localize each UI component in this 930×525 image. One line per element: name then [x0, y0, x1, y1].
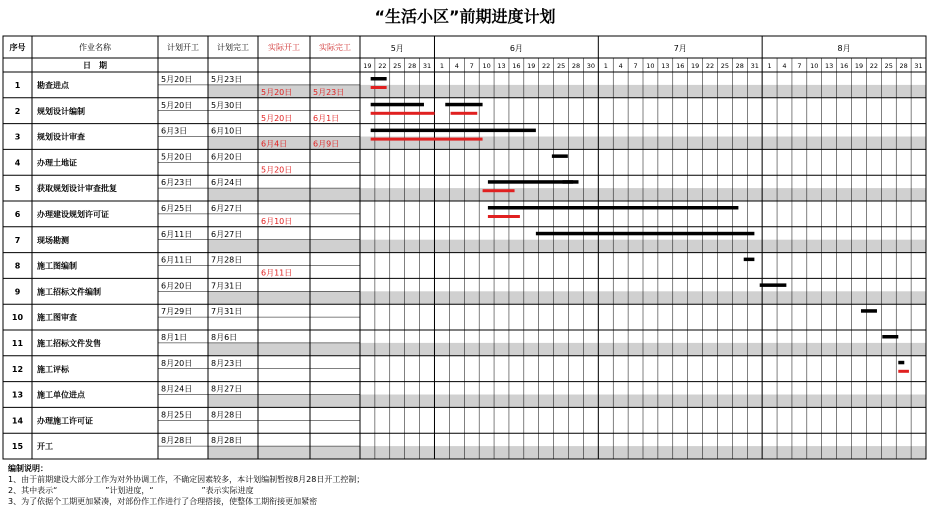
- task-plan-start: 6月20日: [161, 281, 193, 291]
- task-seq: 15: [11, 442, 24, 452]
- actual-bar: [371, 86, 387, 89]
- row-shade: [208, 395, 926, 408]
- task-name: 施工招标文件发售: [37, 339, 101, 348]
- day-label: 22: [869, 62, 879, 70]
- task-plan-start: 8月25日: [161, 410, 193, 420]
- task-name: 办理建设规划许可证: [37, 210, 109, 219]
- day-label: 30: [586, 62, 596, 70]
- task-name: 施工图审查: [37, 313, 77, 323]
- notes-line-3: 3、为了依据个工期更加紧凑，对部份作工作进行了合理搭接，使整体工期衔接更加紧密: [8, 497, 318, 506]
- day-label: 13: [661, 62, 670, 70]
- header-plan-end: 计划完工: [217, 43, 249, 52]
- plan-bar: [371, 77, 387, 81]
- task-name: 获取规划设计审查批复: [37, 184, 117, 194]
- task-actual-start: 6月10日: [261, 217, 293, 226]
- task-plan-end: 8月23日: [211, 358, 243, 368]
- task-seq: 6: [14, 210, 21, 219]
- month-label: 6月: [509, 44, 523, 53]
- day-label: 22: [705, 62, 715, 70]
- actual-bar: [488, 215, 520, 218]
- actual-bar: [371, 112, 435, 115]
- task-plan-end: 5月30日: [211, 100, 243, 110]
- day-label: 22: [378, 62, 387, 70]
- task-seq: 12: [11, 364, 24, 374]
- day-label: 16: [512, 62, 521, 70]
- day-label: 19: [690, 62, 700, 70]
- row-shade: [208, 420, 926, 433]
- task-seq: 14: [11, 416, 24, 426]
- day-label: 7: [797, 62, 802, 70]
- actual-bar: [371, 138, 483, 141]
- task-name: 现场勘测: [37, 235, 69, 245]
- plan-bar: [445, 103, 482, 107]
- task-actual-start: 5月20日: [261, 165, 293, 175]
- task-plan-end: 7月31日: [211, 307, 243, 317]
- task-plan-end: 6月24日: [211, 178, 243, 188]
- plan-bar: [488, 180, 573, 184]
- task-name: 规划设计审查: [37, 132, 85, 142]
- task-seq: 4: [14, 158, 21, 168]
- task-actual-end: 5月23日: [313, 88, 345, 97]
- row-shade: [208, 343, 926, 356]
- day-label: 31: [422, 62, 432, 70]
- task-plan-start: 7月29日: [161, 307, 193, 317]
- plan-bar: [898, 361, 904, 365]
- day-label: 19: [854, 62, 864, 70]
- day-label: 22: [542, 62, 551, 70]
- day-label: 1: [439, 62, 444, 70]
- row-shade: [208, 162, 926, 175]
- day-label: 31: [750, 62, 759, 70]
- row-shade: [208, 291, 926, 304]
- actual-bar: [451, 112, 478, 115]
- task-seq: 11: [11, 339, 24, 348]
- task-plan-end: 8月6日: [211, 333, 238, 342]
- task-name: 开工: [37, 442, 53, 452]
- plan-bar: [536, 232, 755, 236]
- task-seq: 9: [14, 287, 21, 297]
- page-title: “生活小区”前期进度计划: [374, 7, 556, 26]
- task-actual-start: 5月20日: [261, 113, 293, 123]
- task-plan-start: 8月1日: [161, 333, 188, 342]
- task-seq: 3: [14, 132, 21, 142]
- task-plan-start: 6月3日: [161, 126, 188, 136]
- row-shade: [208, 188, 926, 201]
- task-plan-start: 5月20日: [161, 152, 193, 162]
- task-plan-end: 7月31日: [211, 281, 243, 291]
- task-plan-end: 6月27日: [211, 204, 243, 213]
- notes-line-1: 1、由于前期建设大部分工作为对外协调工作，不确定因素较多，本计划编制暂按8月28日开工控制；: [8, 475, 365, 484]
- header-actual-end: 实际完工: [319, 43, 351, 52]
- task-seq: 1: [14, 81, 21, 90]
- task-plan-end: 8月28日: [211, 410, 243, 420]
- plan-bar: [488, 206, 738, 210]
- day-label: 25: [884, 62, 893, 70]
- day-label: 16: [839, 62, 849, 70]
- day-label: 1: [767, 62, 772, 70]
- task-actual-end: 6月1日: [313, 113, 340, 123]
- notes-heading: 编制说明：: [8, 464, 48, 473]
- task-plan-end: 6月20日: [211, 152, 243, 162]
- day-label: 10: [482, 62, 491, 70]
- notes: [8, 463, 918, 507]
- day-label: 10: [810, 62, 819, 70]
- row-shade: [208, 214, 926, 227]
- row-shade: [208, 317, 926, 330]
- task-seq: 2: [14, 106, 21, 116]
- day-label: 19: [527, 62, 536, 70]
- day-label: 28: [899, 62, 908, 70]
- day-label: 4: [454, 62, 459, 70]
- day-label: 1: [603, 62, 608, 70]
- task-plan-end: 8月28日: [211, 436, 243, 446]
- task-seq: 13: [11, 390, 24, 400]
- task-name: 规划设计编制: [37, 106, 85, 116]
- task-plan-end: 6月27日: [211, 229, 243, 239]
- task-seq: 10: [11, 313, 24, 323]
- notes-line-2: 2、其中表示“ ”计划进度，“ ”表示实际进度: [8, 486, 254, 495]
- plan-bar: [882, 335, 898, 339]
- task-name: 施工图编制: [37, 261, 77, 271]
- header-task: 作业名称: [79, 43, 111, 52]
- task-actual-end: 6月9日: [313, 139, 340, 149]
- plan-bar: [861, 309, 877, 313]
- row-shade: [208, 369, 926, 382]
- month-label: 5月: [390, 44, 404, 53]
- plan-bar: [371, 103, 424, 107]
- header-plan-start: 计划开工: [167, 43, 199, 52]
- day-label: 13: [497, 62, 506, 70]
- actual-bar: [483, 189, 515, 192]
- month-label: 8月: [837, 44, 851, 53]
- day-label: 28: [735, 62, 744, 70]
- header-seq: 序号: [9, 43, 26, 52]
- task-name: 施工单位进点: [37, 390, 85, 400]
- task-plan-end: 7月28日: [211, 255, 243, 265]
- day-label: 13: [825, 62, 834, 70]
- day-label: 25: [393, 62, 402, 70]
- task-seq: 5: [14, 184, 21, 194]
- task-plan-start: 5月20日: [161, 100, 193, 110]
- day-label: 16: [676, 62, 685, 70]
- day-label: 25: [720, 62, 730, 70]
- task-plan-start: 5月20日: [161, 75, 193, 84]
- row-shade: [208, 266, 926, 279]
- row-shade: [208, 446, 926, 459]
- row-shade: [208, 240, 926, 253]
- header-actual-start: 实际开工: [268, 43, 300, 52]
- day-label: 28: [407, 62, 417, 70]
- task-plan-start: 6月23日: [161, 178, 193, 188]
- day-label: 28: [571, 62, 581, 70]
- plan-bar: [760, 283, 787, 287]
- day-label: 4: [618, 62, 623, 70]
- task-plan-end: 6月10日: [211, 126, 243, 136]
- task-actual-start: 5月20日: [261, 88, 293, 97]
- day-label: 10: [646, 62, 655, 70]
- task-actual-start: 6月4日: [261, 139, 288, 149]
- month-label: 7月: [673, 44, 687, 53]
- task-plan-start: 8月20日: [161, 358, 193, 368]
- plan-bar: [371, 129, 536, 133]
- task-name: 勘查进点: [37, 81, 69, 90]
- task-plan-end: 8月27日: [211, 384, 243, 394]
- task-plan-end: 5月23日: [211, 75, 243, 84]
- header-date-row: 日 期: [83, 61, 107, 70]
- plan-bar: [744, 258, 755, 262]
- day-label: 31: [914, 62, 923, 70]
- task-actual-start: 6月11日: [261, 268, 293, 278]
- task-plan-start: 6月11日: [161, 255, 193, 265]
- task-name: 办理土地证: [37, 158, 77, 168]
- task-seq: 7: [14, 235, 21, 245]
- day-label: 25: [556, 62, 566, 70]
- task-name: 施工招标文件编制: [37, 287, 101, 297]
- day-label: 4: [782, 62, 787, 70]
- task-name: 办理施工许可证: [37, 416, 93, 426]
- day-label: 7: [469, 62, 474, 70]
- task-seq: 8: [14, 261, 21, 271]
- actual-bar: [898, 370, 909, 373]
- day-label: 19: [363, 62, 372, 70]
- task-plan-start: 8月24日: [161, 384, 193, 394]
- plan-bar: [552, 154, 568, 158]
- day-label: 7: [633, 62, 638, 70]
- task-plan-start: 8月28日: [161, 436, 193, 446]
- task-name: 施工评标: [37, 364, 69, 374]
- task-plan-start: 6月11日: [161, 229, 193, 239]
- task-plan-start: 6月25日: [161, 204, 193, 213]
